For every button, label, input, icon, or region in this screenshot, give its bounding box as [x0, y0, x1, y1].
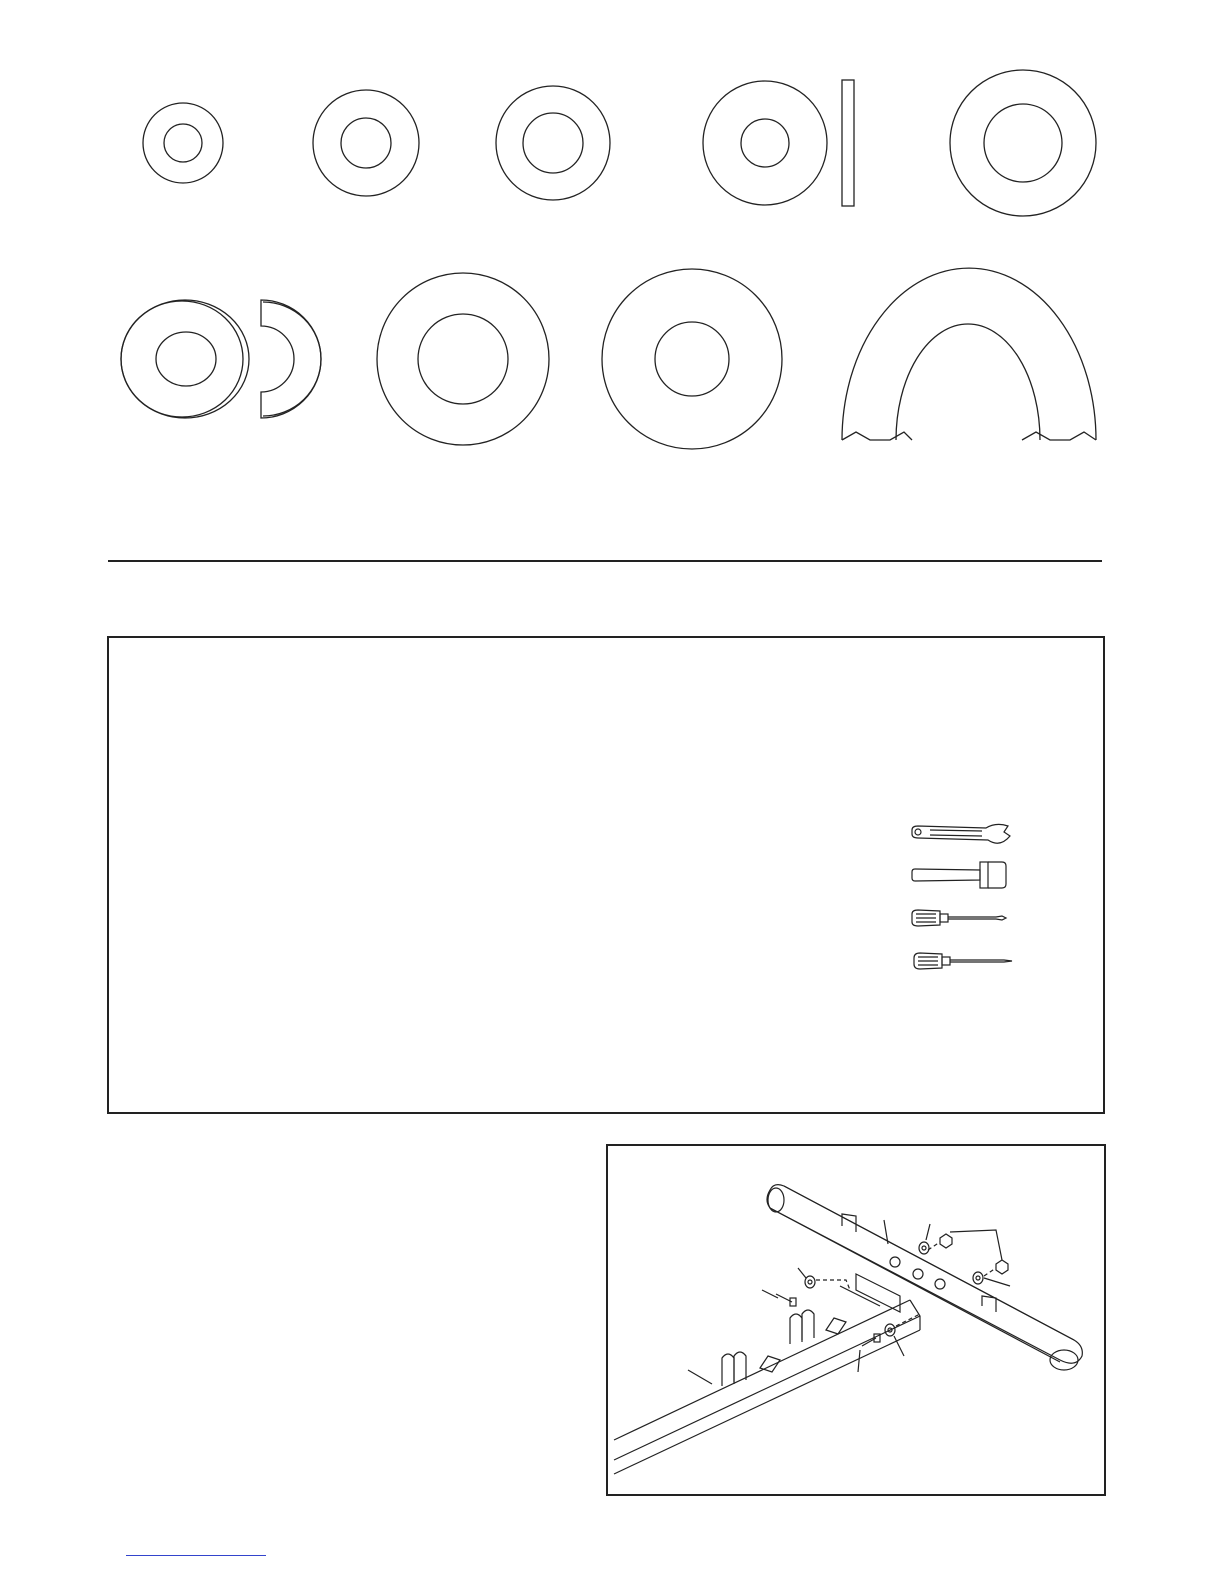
plate-icon	[121, 300, 321, 418]
plate-icon	[143, 103, 223, 183]
tools-illustration	[900, 818, 1030, 978]
flathead-screwdriver-icon	[912, 910, 1006, 926]
plate-icon	[950, 70, 1096, 216]
plate-icon	[602, 269, 782, 449]
phillips-screwdriver-icon	[914, 953, 1012, 969]
frame-assembly-diagram	[608, 1146, 1102, 1492]
plate-icon	[496, 86, 610, 200]
weight-plates-bottom-row	[0, 260, 1224, 460]
plate-icon	[313, 90, 419, 196]
plate-icon	[842, 268, 1096, 440]
weight-plates-top-row	[0, 0, 1224, 230]
plate-icon	[703, 80, 854, 206]
adjustable-wrench-icon	[912, 824, 1010, 843]
rubber-mallet-icon	[912, 862, 1006, 888]
section-divider	[108, 560, 1102, 562]
plate-icon	[377, 273, 549, 445]
footer-link-underline[interactable]	[126, 1555, 266, 1556]
